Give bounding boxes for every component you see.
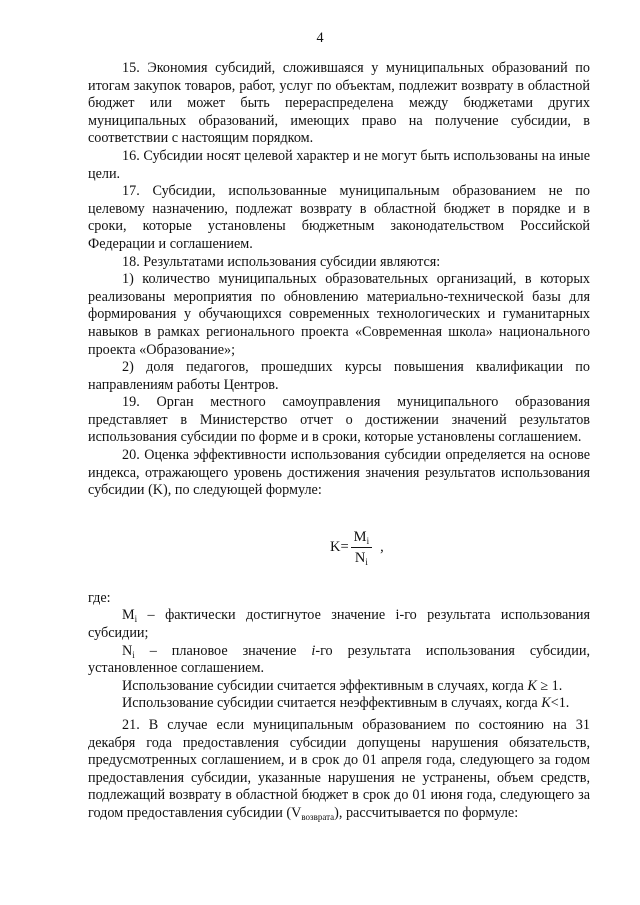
formula-denominator: $N_i$ [354,549,368,567]
formula-fraction [351,530,372,565]
mi-definition: $M_i$ – фактически достигнутое значение i-го результата использования субсидии; [88,607,590,642]
where-label: где: [88,589,111,606]
paragraph-18: 18. Результатами использования субсидии являются: [122,253,441,270]
ni-definition: $N_i$ – плановое значение i-го результата использования субсидии, установленное соглашением. [88,642,590,677]
paragraph-15: 15. Экономия субсидий, сложившаяся у муниципальных образований по итогам закупок товаров, работ, услуг по объектам, подлежит возврату в областной бюджет или может быть перераспределена между бюджетами других муниципальных образований, имеющих право на получение субсидии, в соответствии с настоящим порядком. [88,60,590,147]
formula-comma: , [380,538,384,555]
paragraph-21: 21. В случае если муниципальным образованием по состоянию на 31 декабря года предоставления субсидии допущены нарушения обязательств, предусмотренных соглашением, и в срок до 01 апреля года, следующего за годом предоставления субсидии, указанные нарушения не устранены, объем средств, подлежащий возврату в областной бюджет в срок до 01 июня года, следующего за годом предоставления субсидии $(V_{возврата})$, рассчитывается по формуле: [88,717,590,822]
ni-symbol: $N_i$ [122,642,135,660]
paragraph-16: 16. Субсидии носят целевой характер и не могут быть использованы на иные цели. [88,147,590,182]
formula-lhs: K= [330,538,349,555]
page-number: 4 [316,30,324,46]
effective-condition: Использование субсидии считается эффективным в случаях, когда K ≥ 1. [122,677,563,694]
paragraph-18-item-2: 2) доля педагогов, прошедших курсы повышения квалификации по направлениям работы Центров. [88,359,590,393]
ineffective-condition: Использование субсидии считается неэффективным в случаях, когда K<1. [122,695,570,712]
formula-numerator: $M_i$ [351,530,372,548]
paragraph-18-item-1: 1) количество муниципальных образовательных организаций, в которых реализованы мероприятия по обновлению материально-технической базы для формирования у обучающихся современных технологических и гуманитарных навыков в рамках регионального проекта «Современная школа» национального проекта «Образование»; [88,271,590,358]
paragraph-17: 17. Субсидии, использованные муниципальным образованием не по целевому назначению, подлежат возврату в областной бюджет в порядке и в сроки, которые установлены бюджетным законодательством Российской Федерации и соглашением. [88,183,590,252]
paragraph-20: 20. Оценка эффективности использования субсидии определяется на основе индекса, отражающего уровень достижения значения результатов использования субсидии (K), по следующей формуле: [88,447,590,499]
document-body [88,0,590,823]
formula-k [330,530,384,565]
mi-symbol: $M_i$ [122,607,138,625]
paragraph-19: 19. Орган местного самоуправления муниципального образования представляет в Министерство отчет о достижении значений результатов использования субсидии по форме и в сроки, которые установлены соглашением. [88,394,590,446]
